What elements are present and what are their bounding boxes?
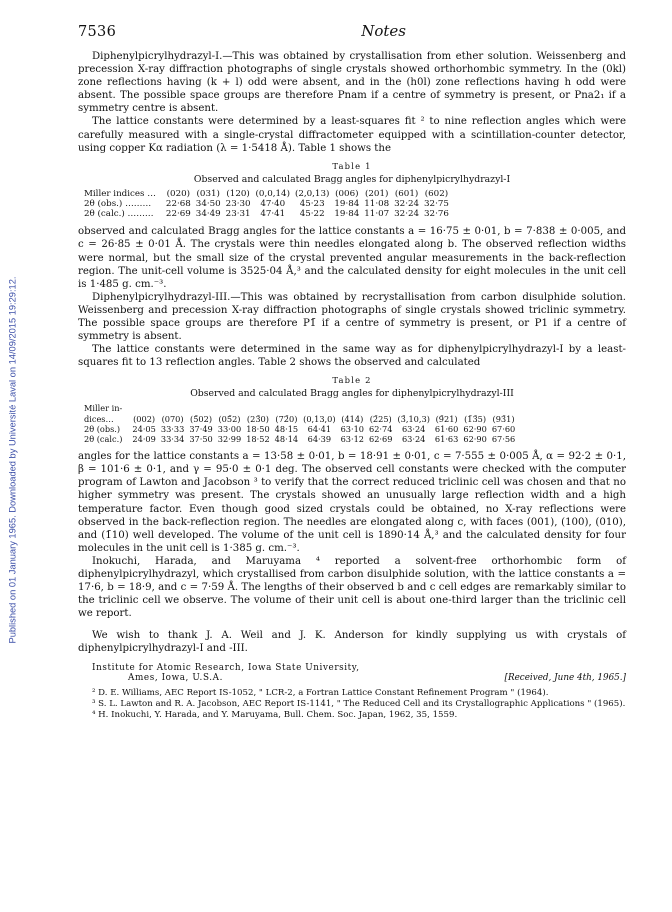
table-cell: 62·90 [463,434,487,444]
table-row [84,414,520,424]
table-cell: 62·90 [463,423,487,434]
download-notice: Published on 01 January 1965. Downloaded by Université Laval on 14/09/2015 19:29:12. [7,276,18,644]
table-cell [246,403,274,413]
institute-line: Institute for Atomic Research, Iowa State University, [92,663,360,674]
row-label: 2θ (calc.) [84,434,123,444]
table-row [84,189,454,199]
table-row [84,209,454,219]
table-cell: (601) [394,188,419,199]
table-cell: 22·68 [165,198,191,209]
table-cell: (031) [196,188,220,199]
table-cell: (120) [226,188,250,199]
received-date: [Received, June 4th, 1965.] [504,673,626,684]
table-cell: 67·56 [491,434,516,444]
row-label: dices… [84,413,114,424]
table2-title: Observed and calculated Bragg angles for diphenylpicrylhydrazyl-III [190,388,514,400]
table-cell: (93̄1) [492,413,515,424]
table-row [84,424,520,434]
table-cell: (2,0,13) [294,188,330,199]
table-cell: (070) [161,413,184,424]
table-cell: 48·14 [274,434,299,444]
table-cell: (201) [365,188,389,199]
paragraph-lattice-i: The lattice constants were determined by a least-squares fit ² to nine reflection angles which were carefully measured with a single-crystal diffractometer equipped with a scintillation-counter detector, using copper Kα radiation (λ = 1·5418 Å). Table 1 shows the [78,116,626,154]
table-cell: 37·50 [189,434,213,444]
table-cell: 47·40 [260,198,286,209]
reference-3: ³ S. L. Lawton and R. A. Jacobson, AEC Report IS-1141, " The Reduced Cell and its Crystallographic Applications " (1965). [92,699,626,710]
table-cell [132,403,160,413]
table-cell: (5̄02) [190,413,213,424]
row-label: 2θ (obs.) [84,423,121,434]
table-cell: 63·10 [340,423,365,434]
table-cell: (23̄0) [246,413,269,424]
table-cell [463,403,491,413]
table-cell: 32·75 [424,198,449,209]
table-cell [303,403,340,413]
table-cell [492,403,520,413]
row-label: 2θ (calc.) ……… [84,209,154,220]
paragraph-lattice-result-iii: angles for the lattice constants a = 13·58 ± 0·01, b = 18·91 ± 0·01, c = 7·555 ± 0·005 Å, α = 92·2 ± 0·1, β = 101·6 ± 0·1, and γ = 95·0 ± 0·1 deg. The observed cell constants were checked with the computer program of Lawton and Jacobson ³ to verify that the correct reduced triclinic cell was chosen and that no higher symmetry was present. The crystals showed an unusually large reflection width and a high temperature factor. Even though good sized crystals could be obtained, no X-ray reflections were observed in the back-reflection region. The needles are elongated along c, with faces (001), (100), (010), and (1̄10) well developed. The volume of the unit cell is 1890·14 Å,³ and the calculated density for four molecules in the unit cell is 1·385 g. cm.⁻³. [78,451,626,554]
table-cell [218,403,246,413]
table-cell: 63·12 [340,434,365,444]
table-cell: (602) [424,188,449,199]
location: Ames, Iowa, U.S.A. [128,673,224,684]
table-cell: 63·24 [401,423,426,434]
reference-4: ⁴ H. Inokuchi, Y. Harada, and Y. Maruyama, Bull. Chem. Soc. Japan, 1962, 35, 1559. [92,709,458,720]
table-cell: 32·24 [394,209,420,220]
table-cell: 45·22 [299,209,325,220]
paragraph-lattice-result-i: observed and calculated Bragg angles for the lattice constants a = 16·75 ± 0·01, b = 7·838 ± 0·005, and c = 26·85 ± 0·01 Å. The crystals were thin needles elongated along b. The observed reflection widths were normal, but the small size of the crystal prevented angular measurements in the back-reflection region. The unit-cell volume is 3525·04 Å,³ and the calculated density for eight molecules in the unit cell is 1·485 g. cm.⁻³. [78,226,626,290]
table-row [84,199,454,209]
journal-section: Notes [361,22,406,40]
table1 [84,189,454,220]
table-cell: (0,13,0) [303,413,336,424]
table-cell: 19·84 [334,198,360,209]
table-cell: 33·33 [160,423,185,434]
table-cell: 48·15 [274,423,299,434]
table-cell: (2̄25) [369,413,392,424]
download-sidebar [5,100,19,820]
row-label: 2θ (obs.) ……… [84,198,152,209]
table-cell: (05̄2) [218,413,241,424]
table-cell: 22·69 [165,209,191,220]
table-cell: 11·08 [364,198,390,209]
table2-caption: Table 2 [332,375,372,386]
table-cell: (0,0,14) [255,188,290,199]
table-cell: 23·31 [225,209,251,220]
paragraph-dph-iii: Diphenylpicrylhydrazyl-III.—This was obtained by recrystallisation from carbon disulphide solution. Weissenberg and precession X-ray diffraction photographs of single crystals showed triclinic symmetry. The possible space groups are therefore P1̄ if a centre of symmetry is present, or P1 if a centre of symmetry is absent. [78,291,626,343]
table-cell: 24·09 [132,434,156,444]
table-cell: 32·99 [217,434,242,444]
table-row [84,403,520,413]
table1-caption: Table 1 [332,160,372,171]
table-cell: 34·49 [195,209,221,220]
table-cell [341,403,369,413]
reference-2: ² D. E. Williams, AEC Report IS-1052, " LCR-2, a Fortran Lattice Constant Refinement Program " (1964). [92,688,549,699]
table-cell: (3̄,10,3) [397,413,430,424]
row-label: Miller indices … [84,188,156,199]
table-cell: 63·24 [401,434,426,444]
journal-page [78,22,626,720]
table-cell: 47·41 [260,209,286,220]
table-cell [161,403,189,413]
table-cell [435,403,463,413]
table-cell: 23·30 [225,198,251,209]
table-cell: (72̄0) [275,413,298,424]
acknowledgement: We wish to thank J. A. Weil and J. K. Anderson for kindly supplying us with crystals of diphenylpicrylhydrazyl-I and -III. [78,630,626,655]
table-cell: (414) [341,413,364,424]
table1-title: Observed and calculated Bragg angles for diphenylpicrylhydrazyl-I [193,173,511,185]
table-cell: (9̄21) [435,413,458,424]
table-cell: 32·24 [394,198,420,209]
table-cell: 18·50 [246,423,270,434]
paragraph-dph-i: Diphenylpicrylhydrazyl-I.—This was obtained by crystallisation from ether solution. Weissenberg and precession X-ray diffraction photographs of single crystals showed orthorhombic symmetry. In the (0kl) zone reflections having (k + l) odd were absent, and in the (h0l) zone reflections having h odd were absent. The possible space groups are therefore Pnam if a centre of symmetry is present, or Pna2₁ if a symmetry centre is absent. [78,51,626,115]
table2 [84,403,520,444]
table-cell: 45·23 [299,198,325,209]
table-cell: 37·49 [189,423,213,434]
table-cell: 33·00 [217,423,242,434]
table-cell: 61·60 [434,423,459,434]
table-cell: 61·63 [434,434,459,444]
table-cell: 62·69 [369,434,393,444]
paragraph-inokuchi: Inokuchi, Harada, and Maruyama ⁴ reported a solvent-free orthorhombic form of diphenylpicrylhydrazyl, which crystallised from carbon disulphide solution, with the lattice constants a = 17·6, b = 18·9, and c = 7·59 Å. The lengths of their observed b and c cell edges are remarkably similar to the triclinic cell we observe. The volume of their unit cell is about one-third larger than the triclinic cell we report. [78,555,626,620]
table-cell: 11·07 [364,209,390,220]
table-cell: (002) [133,413,156,424]
references [78,688,626,720]
table-cell [275,403,303,413]
page-number: 7536 [78,24,117,40]
address-line [78,673,626,683]
table-cell [369,403,397,413]
table-cell: 24·05 [132,423,156,434]
table-cell: 34·50 [195,198,221,209]
table-cell: (006) [335,188,359,199]
table-cell: 18·52 [246,434,270,444]
table-cell [189,403,217,413]
table-row [84,434,520,444]
table-cell: 64·41 [307,423,332,434]
table-cell: 33·34 [160,434,185,444]
table-cell: 19·84 [334,209,360,220]
table-cell: 64·39 [307,434,332,444]
table-cell: 32·76 [424,209,449,220]
paragraph-lattice-iii: The lattice constants were determined in the same way as for diphenylpicrylhydrazyl-I by a least-squares fit to 13 reflection angles. Table 2 shows the observed and calculated [78,344,626,369]
row-label: Miller in- [84,403,123,414]
table-cell: (1̄3̄5) [464,413,487,424]
table-cell: (020) [166,188,191,199]
table-cell: 62·74 [369,423,393,434]
table-cell: 67·60 [491,423,516,434]
table-cell [397,403,434,413]
page-header [78,22,626,46]
